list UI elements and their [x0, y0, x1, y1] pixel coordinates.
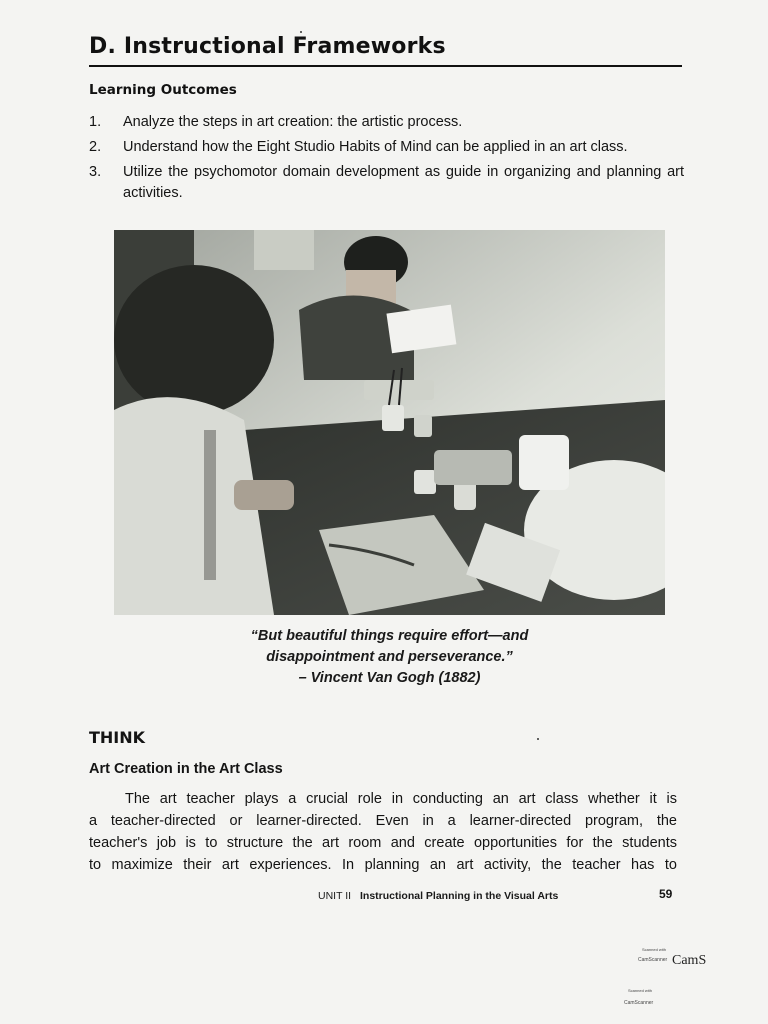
camscanner-watermark [636, 946, 726, 970]
list-item-text: Analyze the steps in art creation: the artistic process. [123, 114, 463, 130]
page-footer [318, 890, 558, 902]
quote-line: disappointment and perseverance.” [266, 649, 513, 665]
body-paragraph [89, 788, 677, 876]
quote-attribution: – Vincent Van Gogh (1882) [298, 670, 481, 686]
title-rule [89, 65, 682, 67]
think-heading: THINK [89, 728, 146, 747]
paragraph-line: a teacher-directed or learner-directed. Even in a learner-directed program, the [89, 813, 677, 829]
list-item [89, 162, 684, 204]
watermark-logo-text: CamScanner [638, 957, 668, 963]
page-number: 59 [659, 887, 673, 901]
paragraph-line: teacher's job is to structure the art room and create opportunities for the students [89, 835, 677, 851]
list-item [89, 137, 684, 158]
list-item [89, 112, 684, 133]
list-item-text: Understand how the Eight Studio Habits of Mind can be applied in an art class. [123, 139, 628, 155]
section-title: D. Instructional Frameworks [89, 34, 446, 59]
footer-title: Instructional Planning in the Visual Arts [359, 890, 559, 902]
learning-outcomes-list [89, 112, 684, 208]
van-gogh-quote [114, 626, 665, 689]
art-class-photo [114, 230, 665, 615]
list-item-number: 3. [89, 164, 102, 180]
camscanner-watermark-small [624, 986, 656, 1012]
scan-speck [537, 738, 539, 740]
learning-outcomes-heading: Learning Outcomes [89, 82, 237, 98]
camscanner-logo-icon [636, 946, 670, 968]
footer-unit: UNIT II [318, 890, 352, 902]
art-creation-subheading: Art Creation in the Art Class [89, 761, 283, 777]
list-item-text: Utilize the psychomotor domain development as guide in organizing and planning art activities. [123, 164, 684, 201]
list-item-number: 2. [89, 139, 102, 155]
paragraph-line: The art teacher plays a crucial role in conducting an art class whether it is [125, 791, 677, 807]
list-item-number: 1. [89, 114, 102, 130]
scan-speck [300, 31, 302, 33]
paragraph-line: to maximize their art experiences. In planning an art activity, the teacher has to [89, 857, 677, 873]
watermark-caption: Scanned with [628, 988, 653, 993]
watermark-brand: CamS [672, 953, 707, 968]
watermark-logo-text: CamScanner [624, 1000, 654, 1006]
watermark-caption: Scanned with [642, 947, 667, 952]
quote-line: “But beautiful things require effort—and [250, 628, 529, 644]
